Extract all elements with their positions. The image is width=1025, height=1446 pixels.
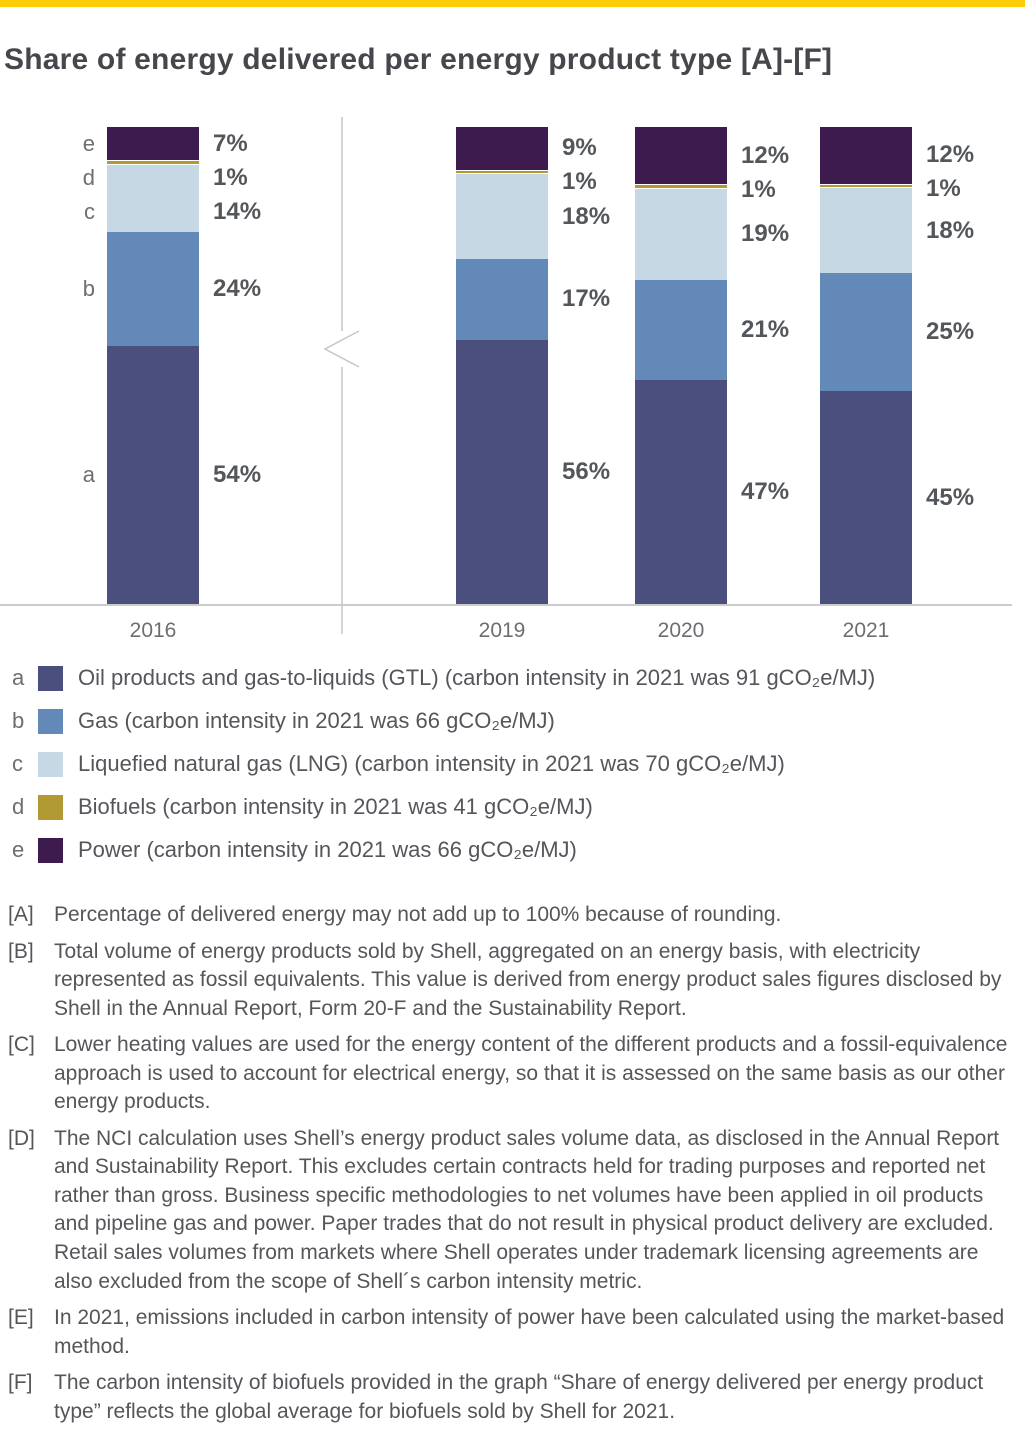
value-label-b-2016: 24% <box>213 275 262 303</box>
segment-a-2019 <box>456 340 548 604</box>
value-label-a-2020: 47% <box>741 477 790 505</box>
segment-b-2020 <box>635 280 727 380</box>
bar-2016 <box>107 127 199 604</box>
x-axis-baseline <box>0 604 1012 606</box>
segment-b-2021 <box>820 273 912 391</box>
footnote-D <box>8 1125 1025 1296</box>
value-label-b-2020: 21% <box>741 315 790 343</box>
legend-swatch <box>38 709 63 734</box>
footnotes <box>8 901 1025 1426</box>
footnote-E <box>8 1304 1025 1361</box>
footnote-marker: [B] <box>8 939 34 963</box>
footnote-marker: [D] <box>8 1126 35 1150</box>
segment-b-2019 <box>456 259 548 339</box>
footnote-C <box>8 1031 1025 1117</box>
chart-title: Share of energy delivered per energy product type [A]-[F] <box>4 43 833 76</box>
value-label-e-2019: 9% <box>562 134 597 162</box>
series-key-d: d <box>82 164 95 190</box>
stacked-bar-chart <box>0 127 1025 649</box>
legend-label: Gas (carbon intensity in 2021 was 66 gCO₂e/MJ) <box>78 708 555 733</box>
legend-item-a <box>12 665 1025 691</box>
segment-b-2016 <box>107 232 199 346</box>
bar-2021 <box>820 127 912 604</box>
value-label-a-2021: 45% <box>926 483 975 511</box>
footnote-B <box>8 938 1025 1024</box>
series-key-e: e <box>82 130 95 156</box>
accent-top-border <box>0 0 1025 7</box>
segment-c-2020 <box>635 189 727 280</box>
value-label-b-2021: 25% <box>926 318 975 346</box>
legend-label: Biofuels (carbon intensity in 2021 was 41 gCO₂e/MJ) <box>78 794 593 819</box>
series-key-a: a <box>82 462 95 488</box>
footnote-text: The carbon intensity of biofuels provided in the graph “Share of energy delivered per energy product type” reflects the global average for biofuels sold by Shell for 2021. <box>54 1371 984 1423</box>
chart-legend <box>12 665 1025 863</box>
footnote-marker: [E] <box>8 1306 34 1330</box>
value-label-c-2019: 18% <box>562 202 611 230</box>
segment-c-2019 <box>456 174 548 259</box>
legend-swatch <box>38 795 63 820</box>
bar-2020 <box>635 127 727 604</box>
axis-break-zigzag <box>325 331 359 367</box>
category-label-2019: 2019 <box>478 619 526 642</box>
legend-swatch <box>38 838 63 863</box>
value-label-e-2016: 7% <box>213 129 248 157</box>
legend-item-e <box>12 837 1025 863</box>
value-label-d-2020: 1% <box>741 175 776 203</box>
footnote-marker: [C] <box>8 1033 35 1057</box>
legend-label: Oil products and gas-to-liquids (GTL) (carbon intensity in 2021 was 91 gCO₂e/MJ) <box>78 665 876 690</box>
footnote-A <box>8 901 1025 930</box>
segment-e-2016 <box>107 127 199 160</box>
footnote-text: Total volume of energy products sold by Shell, aggregated on an energy basis, with electricity represented as fossil equivalents. This value is derived from energy product sales figures disclosed by Shell in the Annual Report, Form 20-F and the Sustainability Report. <box>54 939 1002 1020</box>
value-label-b-2019: 17% <box>562 285 611 313</box>
category-label-2016: 2016 <box>129 619 177 642</box>
value-label-c-2021: 18% <box>926 216 975 244</box>
segment-a-2020 <box>635 380 727 604</box>
legend-swatch <box>38 666 63 691</box>
segment-c-2021 <box>820 188 912 273</box>
footnote-text: In 2021, emissions included in carbon intensity of power have been calculated using the market-based method. <box>54 1306 1005 1358</box>
footnote-text: The NCI calculation uses Shell’s energy product sales volume data, as disclosed in the Annual Report and Sustainability Report. This excludes certain contracts held for trading purposes and reported net rather than gross. Business specific methodologies to net volumes have been applied in oil products and pipeline gas and power. Paper trades that do not result in physical product delivery are excluded. Retail sales volumes from markets where Shell operates under trademark licensing agreements are also excluded from the scope of Shell´s carbon intensity metric. <box>54 1126 1000 1293</box>
legend-item-c <box>12 751 1025 777</box>
value-label-c-2020: 19% <box>741 220 790 248</box>
legend-label: Liquefied natural gas (LNG) (carbon intensity in 2021 was 70 gCO₂e/MJ) <box>78 751 785 776</box>
footnote-marker: [A] <box>8 903 34 926</box>
series-key-c: c <box>84 198 95 224</box>
value-label-d-2016: 1% <box>213 163 248 191</box>
value-label-e-2020: 12% <box>741 141 790 169</box>
footnote-text: Lower heating values are used for the energy content of the different products and a fossil-equivalence approach is used to account for electrical energy, so that it is assessed on the same basis as our other energy products. <box>54 1033 1008 1114</box>
legend-key: c <box>12 751 23 776</box>
footnote-text: Percentage of delivered energy may not add up to 100% because of rounding. <box>54 903 782 926</box>
value-label-d-2019: 1% <box>562 168 597 196</box>
legend-key: d <box>12 794 25 819</box>
value-label-a-2016: 54% <box>213 461 262 489</box>
segment-a-2016 <box>107 346 199 604</box>
bar-2019 <box>456 127 548 604</box>
legend-label: Power (carbon intensity in 2021 was 66 gCO₂e/MJ) <box>78 837 577 862</box>
category-label-2020: 2020 <box>657 619 705 642</box>
legend-key: b <box>12 708 25 733</box>
value-label-c-2016: 14% <box>213 197 262 225</box>
legend-key: e <box>12 837 25 862</box>
axis-break-divider <box>320 117 364 634</box>
series-key-b: b <box>82 276 95 302</box>
segment-e-2021 <box>820 127 912 184</box>
legend-key: a <box>12 665 25 690</box>
segment-c-2016 <box>107 165 199 232</box>
category-label-2021: 2021 <box>842 619 890 642</box>
footnote-marker: [F] <box>8 1371 33 1395</box>
value-label-a-2019: 56% <box>562 457 611 485</box>
segment-e-2020 <box>635 127 727 184</box>
legend-swatch <box>38 752 63 777</box>
legend-item-d <box>12 794 1025 820</box>
segment-a-2021 <box>820 391 912 604</box>
segment-e-2019 <box>456 127 548 170</box>
footnote-F <box>8 1369 1025 1426</box>
value-label-d-2021: 1% <box>926 175 961 203</box>
value-label-e-2021: 12% <box>926 141 975 169</box>
legend-item-b <box>12 708 1025 734</box>
